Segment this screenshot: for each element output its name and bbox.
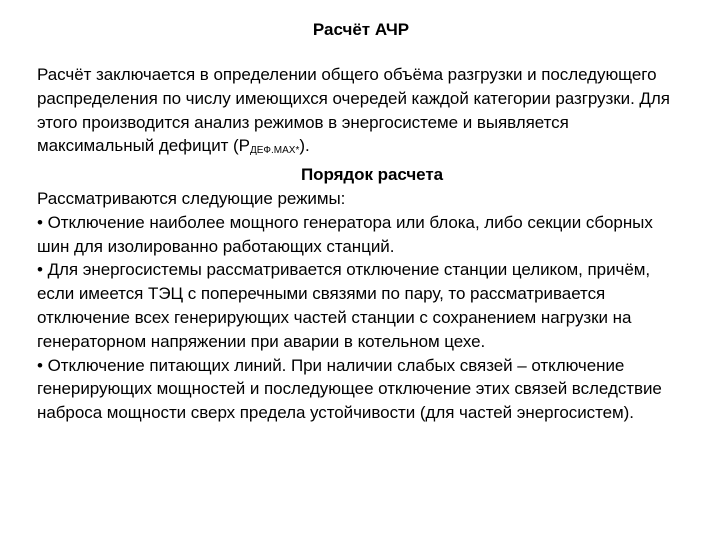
intro-tail: ). xyxy=(299,136,310,156)
slide-body xyxy=(37,63,687,425)
bullet-item: • Отключение питающих линий. При наличии слабых связей – отключение генерирующих мощностей и последующее отключение этих связей вследствие наброса мощности сверх предела устойчивости (для частей энергосистем). xyxy=(37,355,662,423)
lead-text: Рассматриваются следующие режимы: xyxy=(37,188,346,208)
bullet-item: • Отключение наиболее мощного генератора или блока, либо секции сборных шин для изолированно работающих станций. xyxy=(37,212,653,256)
section-title: Порядок расчета xyxy=(300,165,444,185)
intro-text: Расчёт заключается в определении общего объёма разгрузки и последующего распределения по числу имеющихся очередей каждой категории разгрузки. Для этого производится анализ режимов в энергосистеме и выявляется максимальный дефицит (Р xyxy=(37,65,670,156)
deficit-subscript: ДЕФ.МАХ* xyxy=(249,145,300,157)
slide-title: Расчёт АЧР xyxy=(312,20,410,39)
bullet-item: • Для энергосистемы рассматривается отключение станции целиком, причём, если имеется ТЭЦ с поперечными связями по пару, то рассматривается отключение всех генерирующих частей станции с сохранением нагрузки на генераторном напряжении при аварии в котельном цехе. xyxy=(37,260,651,351)
intro-paragraph xyxy=(37,63,687,163)
